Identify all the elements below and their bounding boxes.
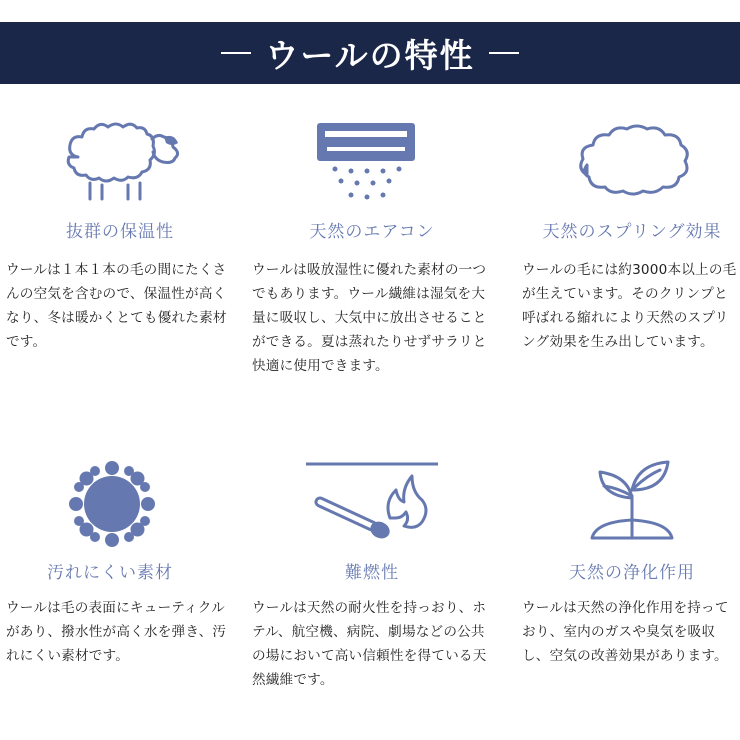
feature-description: ウールは天然の浄化作用を持っており、室内のガスや臭気を吸収し、空気の改善効果があります。 xyxy=(522,600,729,664)
feature-label: 難燃性 xyxy=(345,563,399,583)
feature-label: 天然のスプリング効果 xyxy=(542,222,722,242)
sprout-icon xyxy=(512,458,740,548)
feature-label: 天然のエアコン xyxy=(309,222,435,242)
sheep-icon xyxy=(0,115,240,205)
cloud-icon xyxy=(512,115,740,205)
page-header xyxy=(0,22,740,84)
feature-description: ウールは天然の耐火性を持っおり、ホテル、航空機、病院、劇場などの公共の場において高い信頼性を得ている天然繊維です。 xyxy=(252,600,487,688)
spiky-ball-icon xyxy=(0,458,232,548)
feature-label: 抜群の保温性 xyxy=(66,222,174,242)
title-dash-left xyxy=(221,52,251,54)
title-dash-right xyxy=(489,52,519,54)
feature-description: ウールは１本１本の毛の間にたくさんの空気を含むので、保温性が高くなり、冬は暖かくとても優れた素材です。 xyxy=(6,262,227,350)
match-flame-icon xyxy=(252,458,492,548)
feature-description: ウールは毛の表面にキューティクルがあり、撥水性が高く水を弾き、汚れにくい素材です。 xyxy=(6,600,227,664)
air-conditioner-icon xyxy=(248,115,488,205)
feature-description: ウールは吸放湿性に優れた素材の一つでもあります。ウール繊維は湿気を大量に吸収し、大気中に放出させることができる。夏は蒸れたりせずサラリと快適に使用できます。 xyxy=(252,262,487,374)
feature-label: 汚れにくい素材 xyxy=(47,563,173,583)
page-title: ウールの特性 xyxy=(265,35,475,75)
feature-description: ウールの毛には約3000本以上の毛が生えています。そのクリンプと呼ばれる縮れにより天然のスプリング効果を生み出しています。 xyxy=(522,262,737,350)
feature-label: 天然の浄化作用 xyxy=(569,563,695,583)
